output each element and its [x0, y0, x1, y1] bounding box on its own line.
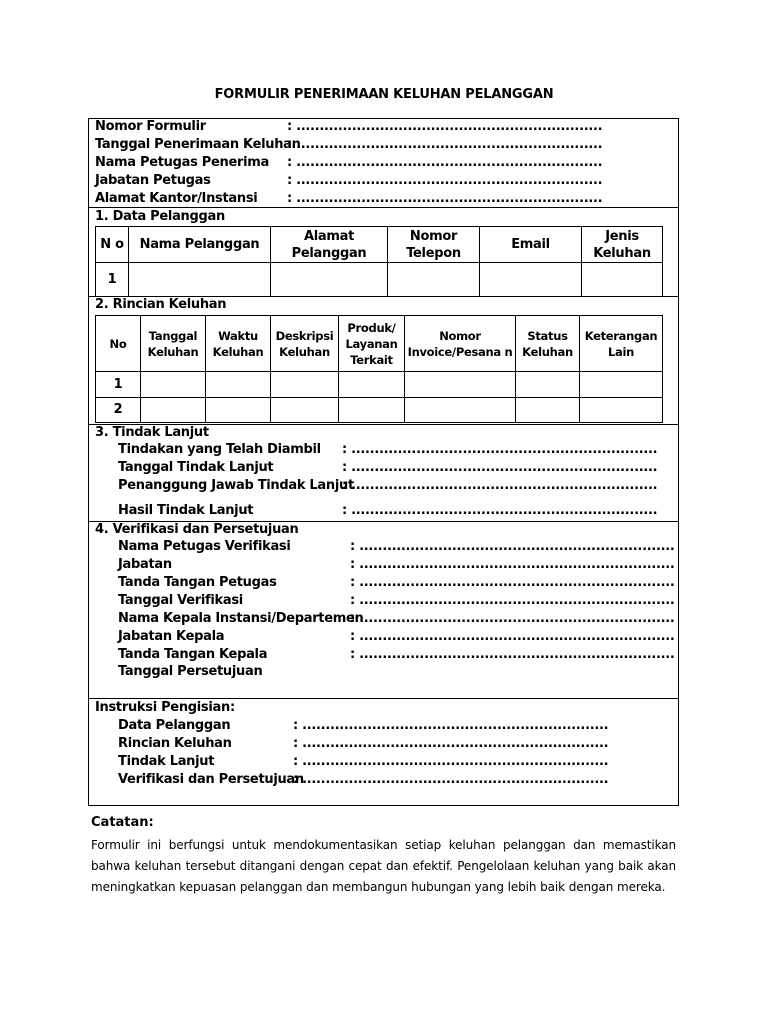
field-label: Nama Petugas Verifikasi [118, 539, 291, 554]
table-header-cell: Nama Pelanggan [129, 227, 271, 263]
table-cell[interactable] [129, 263, 271, 297]
field-value[interactable]: : .................................................................. [287, 119, 603, 134]
table-cell[interactable] [582, 263, 663, 297]
table-header-cell: Nomor Invoice/Pesana n [405, 316, 516, 372]
table-row [96, 372, 663, 398]
field-label: Tindak Lanjut [118, 754, 215, 769]
table-header-cell: Jenis Keluhan [582, 227, 663, 263]
verification-field [118, 538, 673, 556]
table-cell[interactable] [388, 263, 480, 297]
field-label: Verifikasi dan Persetujuan [118, 772, 304, 787]
header-field [95, 154, 675, 172]
row-number: 1 [96, 263, 129, 297]
field-label: Penanggung Jawab Tindak Lanjut [118, 478, 354, 493]
verification-field [118, 646, 673, 664]
field-label: Jabatan Kepala [118, 629, 225, 644]
field-label: Rincian Keluhan [118, 736, 232, 751]
field-value[interactable]: : .................................................................... [350, 629, 675, 644]
field-label: Tanggal Verifikasi [118, 593, 243, 608]
followup-field [118, 441, 673, 459]
table-header-cell: Keterangan Lain [580, 316, 663, 372]
field-label: Alamat Kantor/Instansi [95, 191, 258, 206]
verification-field [118, 628, 673, 646]
field-label: Tanggal Persetujuan [118, 664, 263, 679]
table-header-cell: Nomor Telepon [388, 227, 480, 263]
field-label: Tanda Tangan Petugas [118, 575, 277, 590]
table-cell[interactable] [339, 398, 405, 423]
table-cell[interactable] [516, 372, 580, 398]
table-header-cell: Tanggal Keluhan [141, 316, 206, 372]
table-cell[interactable] [339, 372, 405, 398]
instruction-field [118, 753, 673, 771]
table-cell[interactable] [480, 263, 582, 297]
field-label: Tanggal Tindak Lanjut [118, 460, 274, 475]
section-title-rincian-keluhan: 2. Rincian Keluhan [95, 297, 227, 312]
field-value[interactable]: : .................................................................. [287, 155, 603, 170]
table-header-row [96, 316, 663, 372]
field-value[interactable]: : .................................................................. [293, 772, 609, 787]
verification-field [118, 592, 673, 610]
table-cell[interactable] [405, 398, 516, 423]
field-label: Tindakan yang Telah Diambil [118, 442, 321, 457]
row-number: 2 [96, 398, 141, 423]
section-title-data-pelanggan: 1. Data Pelanggan [95, 209, 225, 224]
field-label: Tanggal Penerimaan Keluhan [95, 137, 301, 152]
table-cell[interactable] [271, 263, 388, 297]
field-value[interactable]: : .................................................................... [350, 539, 675, 554]
instruction-field [118, 717, 673, 735]
table-cell[interactable] [271, 398, 339, 423]
table-header-cell: Status Keluhan [516, 316, 580, 372]
table-cell[interactable] [405, 372, 516, 398]
table-header-cell: N o [96, 227, 129, 263]
notes-text: Formulir ini berfungsi untuk mendokumentasikan setiap keluhan pelanggan dan memastikan bahwa keluhan tersebut ditangani dengan cepat dan efektif. Pengelolaan keluhan yang baik akan meningkatkan kepuasan pelanggan dan membangun hubungan yang lebih baik dengan mereka. [91, 838, 676, 894]
field-value[interactable]: : .................................................................... [350, 557, 675, 572]
row-number: 1 [96, 372, 141, 398]
field-label: Data Pelanggan [118, 718, 231, 733]
field-label: Jabatan Petugas [95, 173, 211, 188]
complaint-table [95, 315, 663, 423]
header-field [95, 172, 675, 190]
table-cell[interactable] [141, 398, 206, 423]
field-value[interactable]: : .................................................................... [350, 575, 675, 590]
table-header-cell: Deskripsi Keluhan [271, 316, 339, 372]
notes-title: Catatan: [91, 815, 154, 830]
table-cell[interactable] [206, 372, 271, 398]
field-label: Nama Petugas Penerima [95, 155, 269, 170]
table-header-cell: Waktu Keluhan [206, 316, 271, 372]
section-title-tindak-lanjut: 3. Tindak Lanjut [95, 425, 209, 440]
customer-table [95, 226, 663, 297]
field-value[interactable]: : .................................................................... [350, 593, 675, 608]
header-field [95, 190, 675, 208]
field-label: Jabatan [118, 557, 172, 572]
followup-field [118, 459, 673, 477]
table-header-cell: Email [480, 227, 582, 263]
table-cell[interactable] [271, 372, 339, 398]
followup-field [118, 502, 673, 520]
table-row [96, 263, 663, 297]
field-label: Nomor Formulir [95, 119, 206, 134]
field-value[interactable]: : .................................................................. [342, 460, 658, 475]
verification-field [118, 663, 673, 681]
field-value[interactable]: : .................................................................. [287, 137, 603, 152]
section-title-instruksi: Instruksi Pengisian: [95, 700, 235, 715]
field-value[interactable]: : .................................................................. [287, 191, 603, 206]
table-header-cell: Produk/ Layanan Terkait [339, 316, 405, 372]
form-title: FORMULIR PENERIMAAN KELUHAN PELANGGAN [214, 87, 554, 102]
header-field [95, 118, 675, 136]
followup-field [118, 477, 673, 495]
table-cell[interactable] [516, 398, 580, 423]
field-value[interactable]: : .................................................................... [350, 611, 675, 626]
field-value[interactable]: : .................................................................. [342, 503, 658, 518]
table-cell[interactable] [580, 398, 663, 423]
field-value[interactable]: : .................................................................. [293, 718, 609, 733]
table-row [96, 398, 663, 423]
field-label: Tanda Tangan Kepala [118, 647, 268, 662]
field-value[interactable]: : .................................................................. [293, 754, 609, 769]
verification-field [118, 556, 673, 574]
field-value[interactable]: : .................................................................... [350, 647, 675, 662]
field-label: Nama Kepala Instansi/Departemen [118, 611, 364, 626]
field-value[interactable]: : .................................................................. [342, 478, 658, 493]
table-cell[interactable] [206, 398, 271, 423]
verification-field [118, 610, 673, 628]
instruction-field [118, 735, 673, 753]
instruction-field [118, 771, 673, 789]
table-header-cell: No [96, 316, 141, 372]
field-value[interactable]: : .................................................................. [293, 736, 609, 751]
table-cell[interactable] [580, 372, 663, 398]
section-title-verifikasi: 4. Verifikasi dan Persetujuan [95, 522, 299, 537]
table-header-cell: Alamat Pelanggan [271, 227, 388, 263]
header-field [95, 136, 675, 154]
table-cell[interactable] [141, 372, 206, 398]
verification-field [118, 574, 673, 592]
field-label: Hasil Tindak Lanjut [118, 503, 254, 518]
field-value[interactable]: : .................................................................. [342, 442, 658, 457]
field-value[interactable]: : .................................................................. [287, 173, 603, 188]
table-header-row [96, 227, 663, 263]
